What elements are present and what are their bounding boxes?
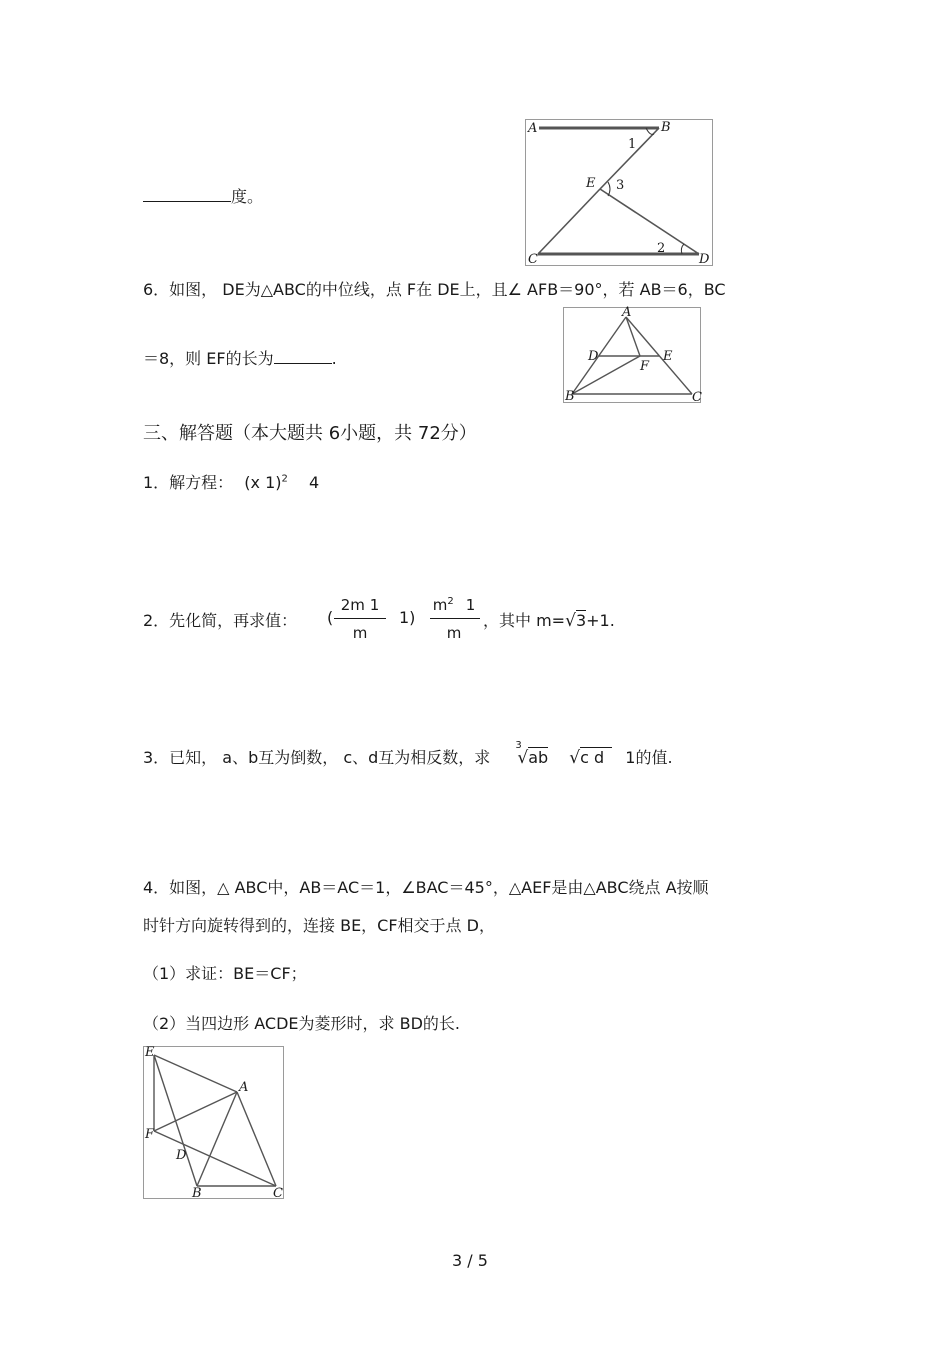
q6-line2-suffix: . [331, 349, 337, 368]
q3-prefix: 3．已知， a、b互为倒数， c、d互为相反数，求 [143, 748, 491, 767]
q3-line [143, 740, 673, 768]
fig-q4-label-e: E [145, 1045, 155, 1060]
answer-blank [143, 183, 231, 202]
q6-line2 [143, 345, 337, 369]
q2-frac1-denominator: m [352, 624, 368, 642]
q6-line2-prefix: ＝8，则 EF的长为 [143, 349, 274, 368]
fig-q6-label-d: D [588, 349, 599, 364]
page-number: 3 / 5 [452, 1251, 488, 1270]
fig-q5-label-b: B [661, 120, 671, 135]
q5-answer-line [143, 183, 263, 207]
q3-radicand-ab: ab [528, 748, 549, 767]
figure-q4-rotated-triangles [143, 1046, 284, 1199]
fig-q5-label-c: C [528, 252, 538, 267]
q1-prefix: 1．解方程： [143, 473, 234, 492]
q4-sub1: （1）求证：BE＝CF； [143, 964, 307, 983]
fig-q5-label-a: A [528, 121, 538, 136]
fig-q5-angle-3: 3 [616, 178, 625, 193]
q2-suffix-text: ，其中 m= [483, 611, 566, 630]
fig-q4-label-a: A [239, 1080, 249, 1095]
q2-prefix: 2．先化简，再求值： [143, 611, 298, 630]
q2-frac2-num-base: m [432, 596, 448, 614]
figure-q6-midline-triangle [563, 307, 701, 403]
q3-tail: 1的值. [625, 748, 673, 767]
sqrt-symbol: √ [569, 748, 581, 768]
q2-suffix [483, 608, 615, 631]
q4-sub2: （2）当四边形 ACDE为菱形时，求 BD的长. [143, 1014, 461, 1033]
q2-radicand: 3 [575, 611, 587, 630]
fig-q5-label-d: D [699, 252, 710, 267]
fig-q5-angle-1: 1 [628, 137, 637, 152]
q2-frac2-bar [430, 618, 480, 619]
q2-frac2-num-rest: 1 [465, 596, 476, 614]
q1-expression: (x 1) [244, 473, 282, 492]
figure-q5-parallel-lines [525, 119, 713, 266]
q1-line [143, 470, 319, 493]
q3-cube-root [515, 740, 553, 768]
q3-radicand-cd: c d [580, 747, 612, 767]
q2-mid: 1) [399, 608, 416, 627]
fig-q4-label-d: D [176, 1148, 187, 1163]
q2-frac1-bar [334, 618, 386, 619]
q3-square-root [569, 748, 617, 767]
fig-q6-label-a: A [622, 305, 632, 320]
q1-exponent: 2 [281, 473, 288, 485]
q5-unit: 度。 [231, 187, 264, 206]
sqrt-symbol: √ [517, 748, 529, 768]
fig-q6-label-b: B [565, 389, 575, 404]
q2-frac1-numerator: 2m 1 [340, 596, 380, 614]
q1-rhs: 4 [308, 473, 320, 492]
sqrt-symbol: √ [565, 611, 576, 631]
q6-line1: 6．如图， DE为△ABC的中位线，点 F在 DE上，且∠ AFB＝90°，若 AB＝6，BC [143, 280, 726, 299]
fig-q6-label-c: C [692, 390, 702, 405]
fig-q5-angle-2: 2 [657, 241, 666, 256]
fig-q6-label-f: F [640, 359, 650, 374]
fig-q4-label-f: F [145, 1127, 155, 1142]
q2-lparen: ( [327, 608, 334, 627]
q2-frac2-denominator: m [446, 624, 462, 642]
q2-frac2-numerator [428, 596, 480, 614]
section-title: 三、解答题（本大题共 6小题，共 72分） [143, 423, 477, 444]
fig-q4-label-b: B [192, 1186, 202, 1201]
q4-line2: 时针方向旋转得到的，连接 BE，CF相交于点 D， [143, 916, 495, 935]
fig-q4-label-c: C [273, 1186, 283, 1201]
answer-blank [274, 345, 332, 364]
q3-root-index: 3 [515, 740, 522, 751]
fig-q6-label-e: E [663, 349, 673, 364]
q4-line1: 4．如图，△ ABC中，AB＝AC＝1，∠BAC＝45°，△AEF是由△ABC绕点 A按顺 [143, 878, 709, 897]
fig-q5-label-e: E [586, 176, 596, 191]
q2-frac2-num-exp: 2 [447, 596, 454, 607]
q2-tail: +1. [586, 611, 615, 630]
